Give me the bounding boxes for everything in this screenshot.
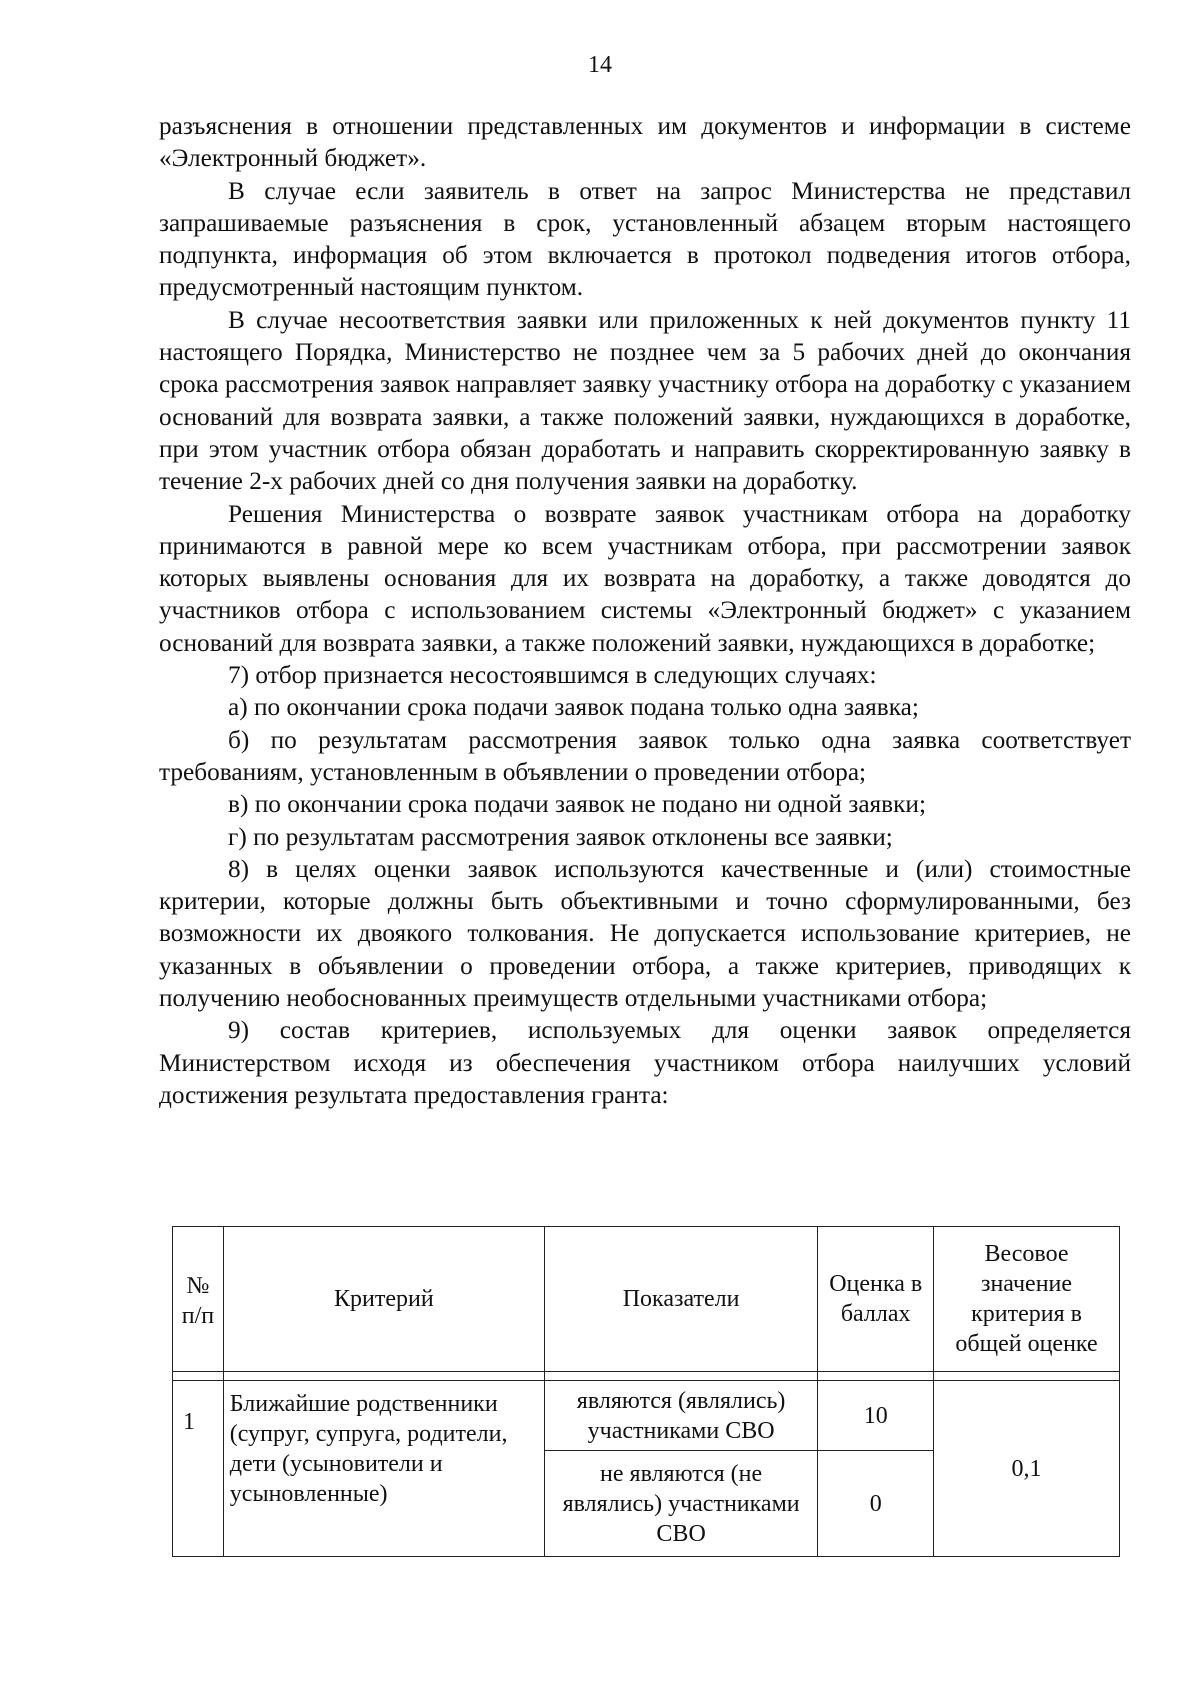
row-score: 10 (818, 1381, 934, 1451)
header-score: Оценка в баллах (818, 1227, 934, 1372)
row-weight: 0,1 (934, 1381, 1120, 1557)
header-num: № п/п (173, 1227, 224, 1372)
table-header-row (173, 1227, 1120, 1372)
document-body (159, 110, 1131, 1111)
row-indicator: являются (являлись) участниками СВО (544, 1381, 818, 1451)
page-number: 14 (588, 52, 612, 78)
paragraph: В случае несоответствия заявки или приложенных к ней документов пункту 11 настоящего Порядка, Министерство не позднее чем за 5 рабочих дней до окончания срока рассмотрения заявок направляет заявку участнику отбора на доработку с указанием оснований для возврата заявки, а также положений заявки, нуждающихся в доработке, при этом участник отбора обязан доработать и направить скорректированную заявку в течение 2-х рабочих дней со дня получения заявки на доработку. (159, 305, 1131, 496)
header-criterion: Критерий (223, 1227, 544, 1372)
paragraph: 8) в целях оценки заявок используются качественные и (или) стоимостные критерии, которые должны быть объективными и точно сформулированными, без возможности их двоякого толкования. Не допускается использование критериев, не указанных в объявлении о проведении отбора, а также критериев, приводящих к получению необоснованных преимуществ отдельными участниками отбора; (159, 854, 1131, 1013)
paragraph: б) по результатам рассмотрения заявок только одна заявка соответствует требованиям, установленным в объявлении о проведении отбора; (159, 725, 1131, 786)
paragraph: 9) состав критериев, используемых для оценки заявок определяется Министерством исходя из обеспечения участником отбора наилучших условий достижения результата предоставления гранта: (159, 1016, 1131, 1109)
paragraph: а) по окончании срока подачи заявок подана только одна заявка; (228, 693, 919, 722)
paragraph: разъяснения в отношении представленных им документов и информации в системе «Электронный бюджет». (159, 112, 1131, 173)
paragraph: В случае если заявитель в ответ на запрос Министерства не представил запрашиваемые разъяснения в срок, установленный абзацем вторым настоящего подпункта, информация об этом включается в протокол подведения итогов отбора, предусмотренный настоящим пунктом. (159, 176, 1131, 302)
paragraph: 7) отбор признается несостоявшимся в следующих случаях: (228, 661, 877, 690)
paragraph: Решения Министерства о возврате заявок участникам отбора на доработку принимаются в равной мере ко всем участникам отбора, при рассмотрении заявок которых выявлены основания для их возврата на доработку, а также доводятся до участников отбора с использованием системы «Электронный бюджет» с указанием оснований для возврата заявки, а также положений заявки, нуждающихся в доработке; (159, 499, 1131, 657)
criteria-table (172, 1226, 1120, 1557)
header-weight: Весовое значение критерия в общей оценке (934, 1227, 1120, 1372)
paragraph: в) по окончании срока подачи заявок не подано ни одной заявки; (228, 790, 926, 819)
row-number: 1 (173, 1381, 224, 1557)
row-score: 0 (818, 1451, 934, 1557)
table-row (173, 1381, 1120, 1451)
header-indicators: Показатели (544, 1227, 818, 1372)
paragraph: г) по результатам рассмотрения заявок отклонены все заявки; (228, 822, 893, 851)
table-gap-row (173, 1372, 1120, 1381)
row-indicator: не являются (не являлись) участниками СВО (544, 1451, 818, 1557)
row-criterion: Ближайшие родственники (супруг, супруга, родители, дети (усыновители и усыновленные) (223, 1381, 544, 1557)
